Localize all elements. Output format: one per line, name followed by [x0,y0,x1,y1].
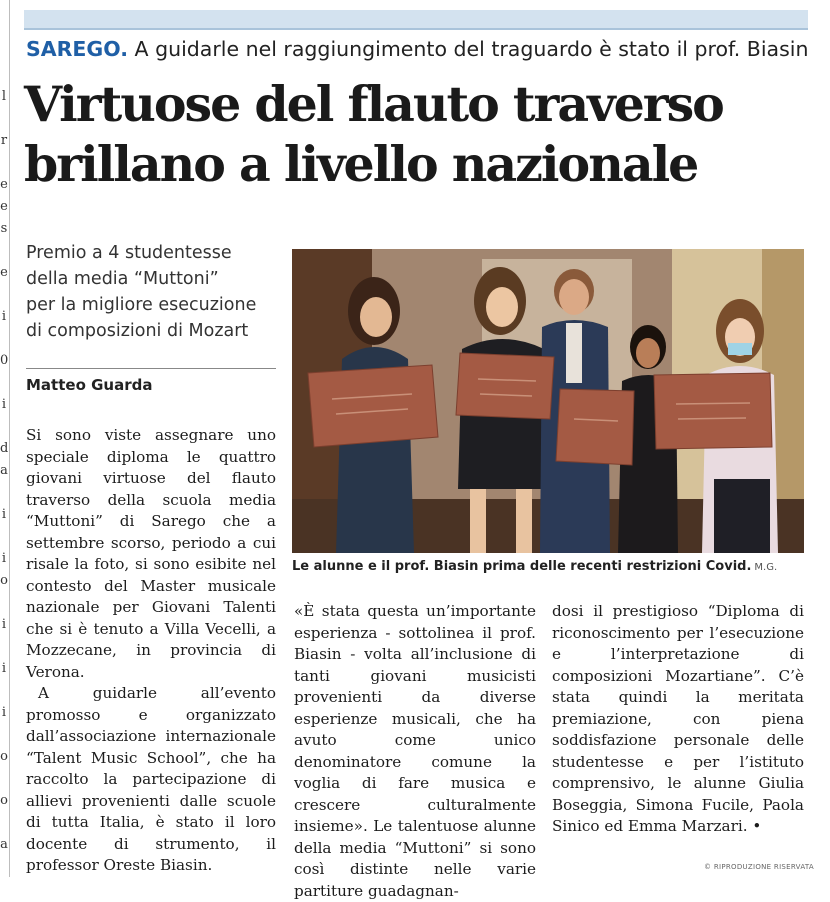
byline: Matteo Guarda [26,376,153,394]
margin-fragment: a [0,837,8,852]
margin-fragment: e [0,265,8,280]
adjacent-article-edge [0,0,14,877]
margin-fragment: o [0,749,8,764]
margin-fragment: i [1,551,7,566]
kicker-place: SAREGO. [26,37,129,61]
article-column-1 [26,425,276,877]
margin-fragment: d [0,441,9,456]
copyright-notice: © RIPRODUZIONE RISERVATA [704,863,814,871]
margin-fragment: a [0,463,8,478]
subheadline-line: per la migliore esecuzione [26,295,257,315]
photo-credit: M.G. [754,562,778,573]
column-divider [9,0,10,877]
byline-divider [26,368,276,369]
headline-line: Virtuose del flauto traverso [24,75,723,133]
margin-fragment: s [0,221,8,236]
headline [24,74,824,194]
article-paragraph: A guidarle all’evento promosso e organizzato dall’associazione internazionale “Talent Music School”, che ha raccolto la partecipazione di allievi provenienti dalle scuole di tutta Italia, è stato il loro docente di strumento, il professor Oreste Biasin. [26,684,276,874]
margin-fragment: i [1,397,7,412]
margin-fragment: i [1,309,7,324]
group-photo-illustration [292,249,804,553]
subheadline [26,240,276,344]
margin-fragment: e [0,177,8,192]
margin-fragment: l [1,89,7,104]
subheadline-line: di composizioni di Mozart [26,321,249,341]
photo-caption [292,557,812,578]
section-header-band [24,10,808,30]
kicker [26,34,816,64]
margin-fragment: i [1,661,7,676]
article-photo [292,249,804,553]
headline-line: brillano a livello nazionale [24,135,698,193]
margin-fragment: e [0,199,8,214]
margin-fragment: i [1,705,7,720]
article-paragraph: «È stata questa un’importante esperienza - sottolinea il prof. Biasin - volta all’inclusione di tanti giovani musicisti provenienti da diverse esperienze musicali, che ha avuto come unico denominatore comune la voglia di fare musica e crescere culturalmente insieme». Le talentuose alunne della media “Muttoni” si sono così distinte nelle varie partiture guadagnan- [294,602,536,900]
caption-text: Le alunne e il prof. Biasin prima delle recenti restrizioni Covid. [292,559,752,574]
margin-fragment: o [0,793,8,808]
margin-fragment: r [0,133,8,148]
subheadline-line: della media “Muttoni” [26,269,219,289]
margin-fragment: 0 [0,353,9,368]
article-column-2 [294,601,536,902]
article-column-3 [552,601,804,838]
article-paragraph: dosi il prestigioso “Diploma di riconoscimento per l’esecuzione e l’interpretazione di composizioni Mozartiane”. C’è stata quindi la meritata premiazione, con piena soddisfazione personale delle studentesse e per l’istituto comprensivo, le alunne Giulia Boseggia, Simona Fucile, Paola Sinico ed Emma Marzari. • [552,602,804,835]
subheadline-line: Premio a 4 studentesse [26,243,232,263]
kicker-text: A guidarle nel raggiungimento del traguardo è stato il prof. Biasin [134,37,809,61]
margin-fragment: i [1,507,7,522]
article-paragraph: Si sono viste assegnare uno speciale diploma le quattro giovani virtuose del flauto traverso della scuola media “Muttoni” di Sarego che a settembre scorso, periodo a cui risale la foto, si sono esibite nel contesto del Master musicale nazionale per Giovani Talenti che si è tenuto a Villa Vecelli, a Mozzecane, in provincia di Verona. [26,426,276,681]
margin-fragment: o [0,573,8,588]
margin-fragment: i [1,617,7,632]
